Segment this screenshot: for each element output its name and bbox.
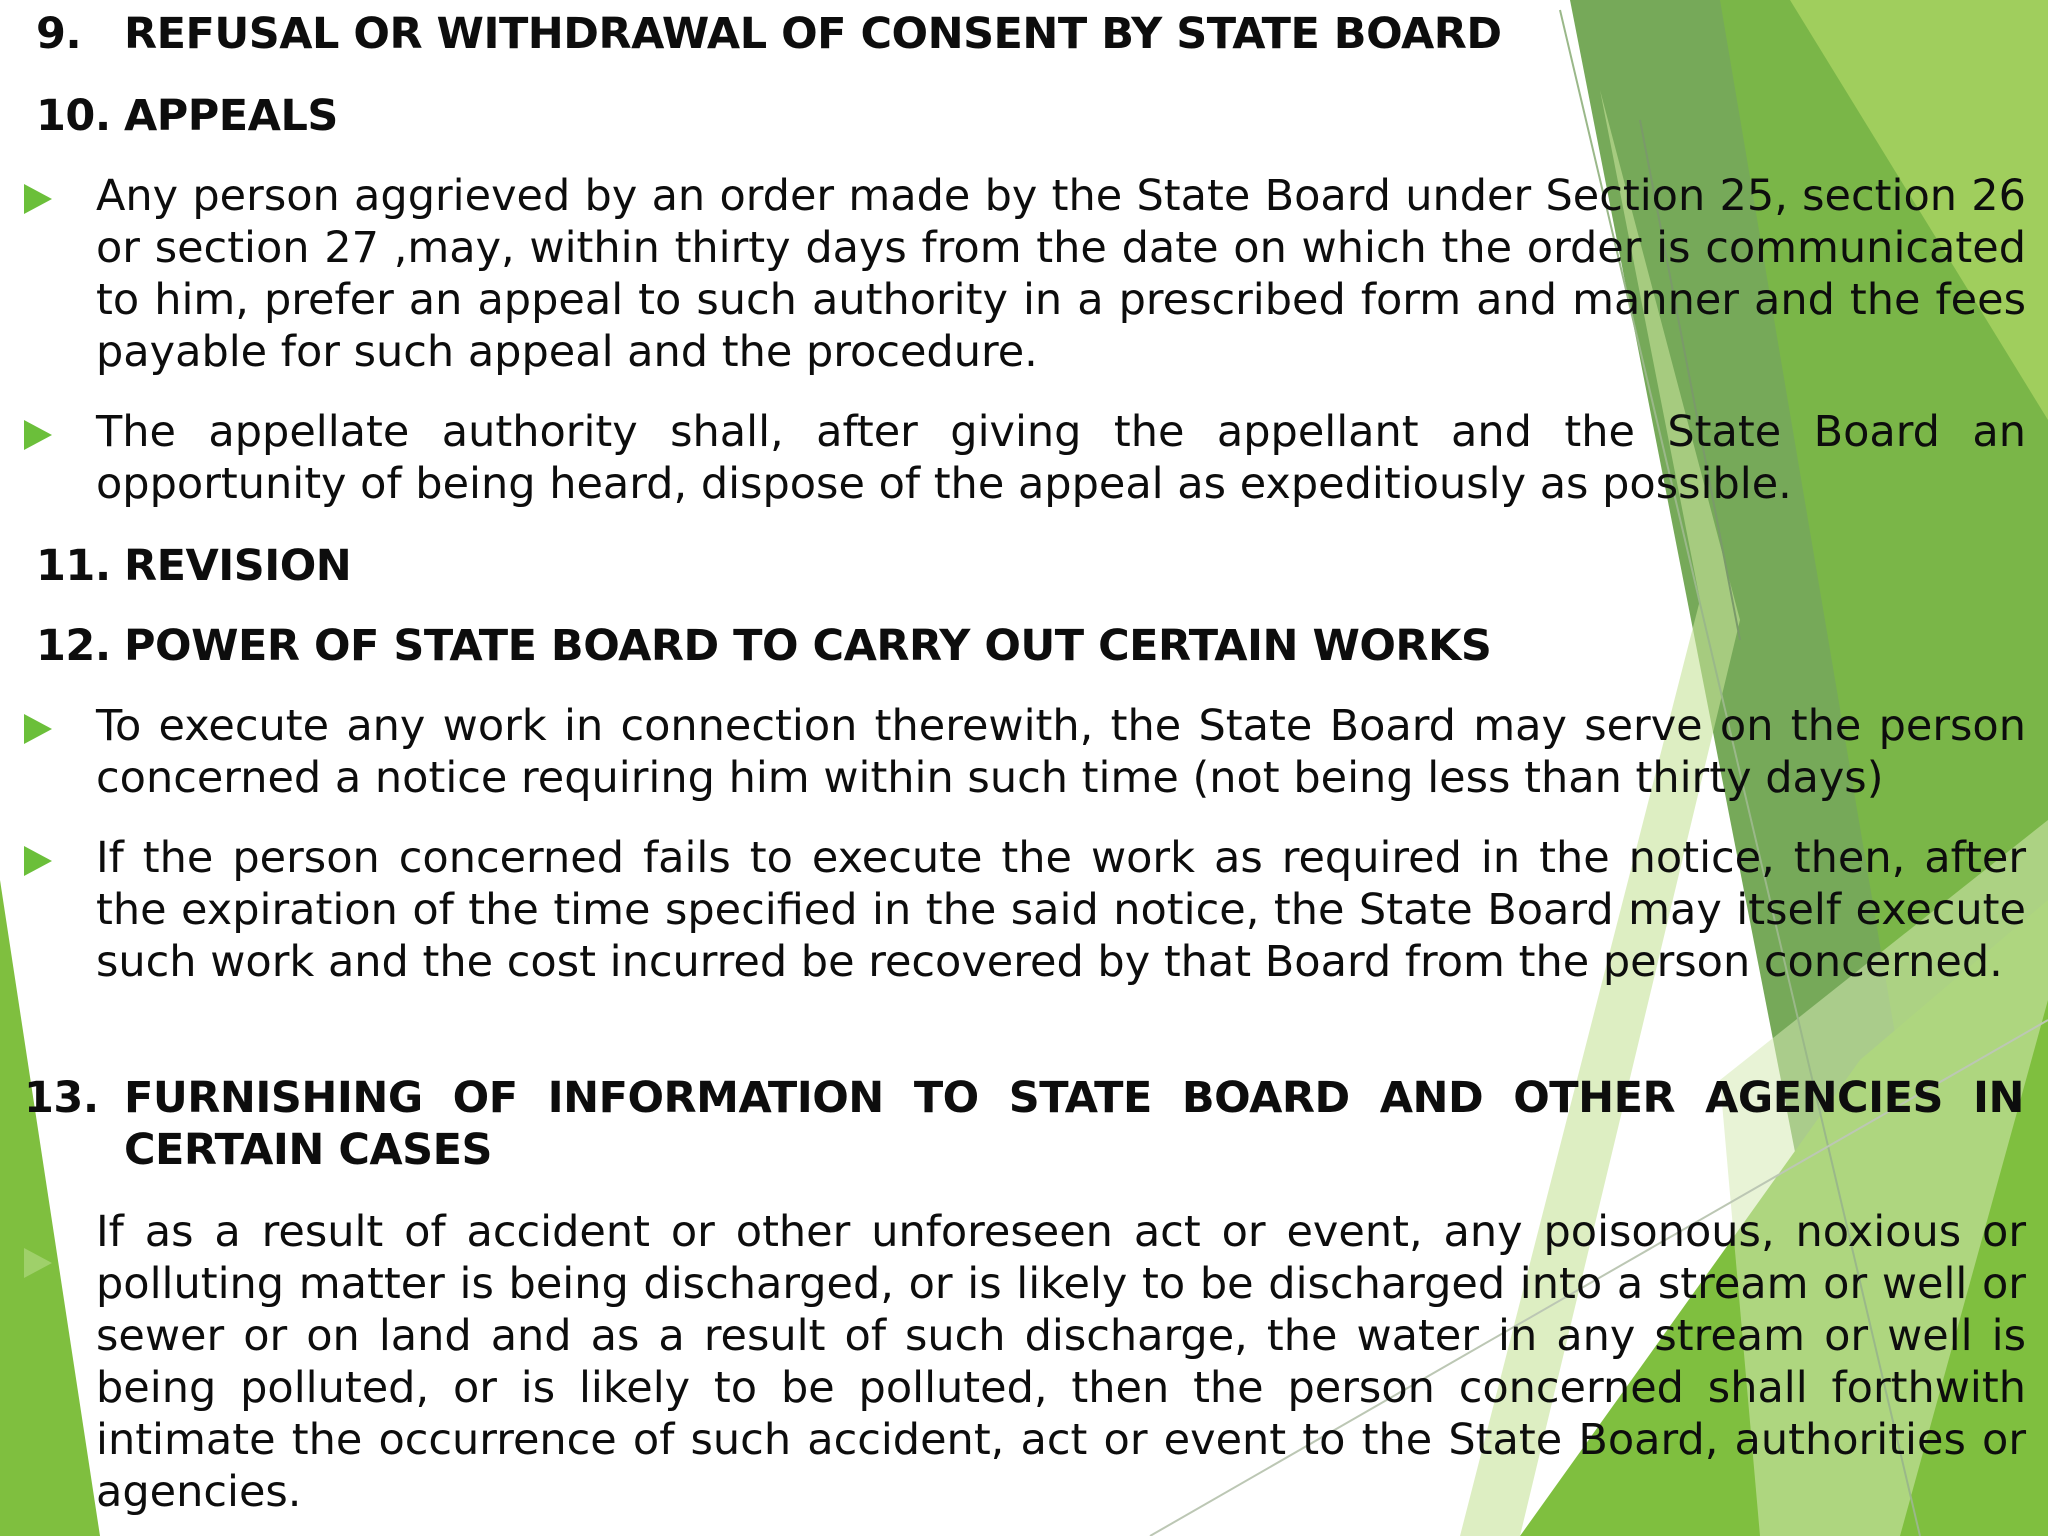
section-11-heading xyxy=(36,540,351,592)
section-title: POWER OF STATE BOARD TO CARRY OUT CERTAIN WORKS xyxy=(124,621,1492,671)
section-number: 9. xyxy=(36,9,82,59)
bullet-arrow-icon xyxy=(24,846,52,876)
information-bullet-1: If as a result of accident or other unforeseen act or event, any poisonous, noxious or polluting matter is being discharged, or is likely to be discharged into a stream or well or sewer or on land and as a result of such discharge, the water in any stream or well is being polluted, or is likely to be polluted, then the person concerned shall forthwith intimate the occurrence of such accident, act or event to the State Board, authorities or agencies. xyxy=(96,1207,2026,1517)
section-number: 10. xyxy=(36,91,111,141)
section-title: REVISION xyxy=(124,541,352,591)
left-green-wedge xyxy=(0,880,100,1536)
section-title: APPEALS xyxy=(124,91,338,141)
appeal-bullet-2: The appellate authority shall, after giving the appellant and the State Board an opportunity of being heard, dispose of the appeal as expeditiously as possible. xyxy=(96,407,2026,509)
bullet-arrow-icon xyxy=(24,184,52,214)
section-number: 13. xyxy=(24,1073,99,1123)
section-title: FURNISHING OF INFORMATION TO STATE BOARD AND OTHER AGENCIES IN CERTAIN CASES xyxy=(124,1073,2024,1175)
section-12-heading xyxy=(36,620,1491,672)
section-13-heading xyxy=(24,1072,2024,1176)
section-title: REFUSAL OR WITHDRAWAL OF CONSENT BY STATE BOARD xyxy=(124,9,1502,59)
bullet-arrow-icon xyxy=(24,420,52,450)
appeal-bullet-1: Any person aggrieved by an order made by the State Board under Section 25, section 26 or section 27 ,may, within thirty days from the date on which the order is communicated to him, prefer an appeal to such authority in a prescribed form and manner and the fees payable for such appeal and the procedure. xyxy=(96,171,2026,377)
section-9-heading xyxy=(36,8,1502,60)
bullet-arrow-icon xyxy=(24,714,52,744)
bullet-arrow-icon xyxy=(24,1248,52,1278)
section-number: 12. xyxy=(36,621,111,671)
works-bullet-2: If the person concerned fails to execute the work as required in the notice, then, after the expiration of the time specified in the said notice, the State Board may itself execute such work and the cost incurred be recovered by that Board from the person concerned. xyxy=(96,833,2026,987)
works-bullet-1: To execute any work in connection therewith, the State Board may serve on the person concerned a notice requiring him within such time (not being less than thirty days) xyxy=(96,701,2026,803)
section-number: 11. xyxy=(36,541,111,591)
section-10-heading xyxy=(36,90,338,142)
